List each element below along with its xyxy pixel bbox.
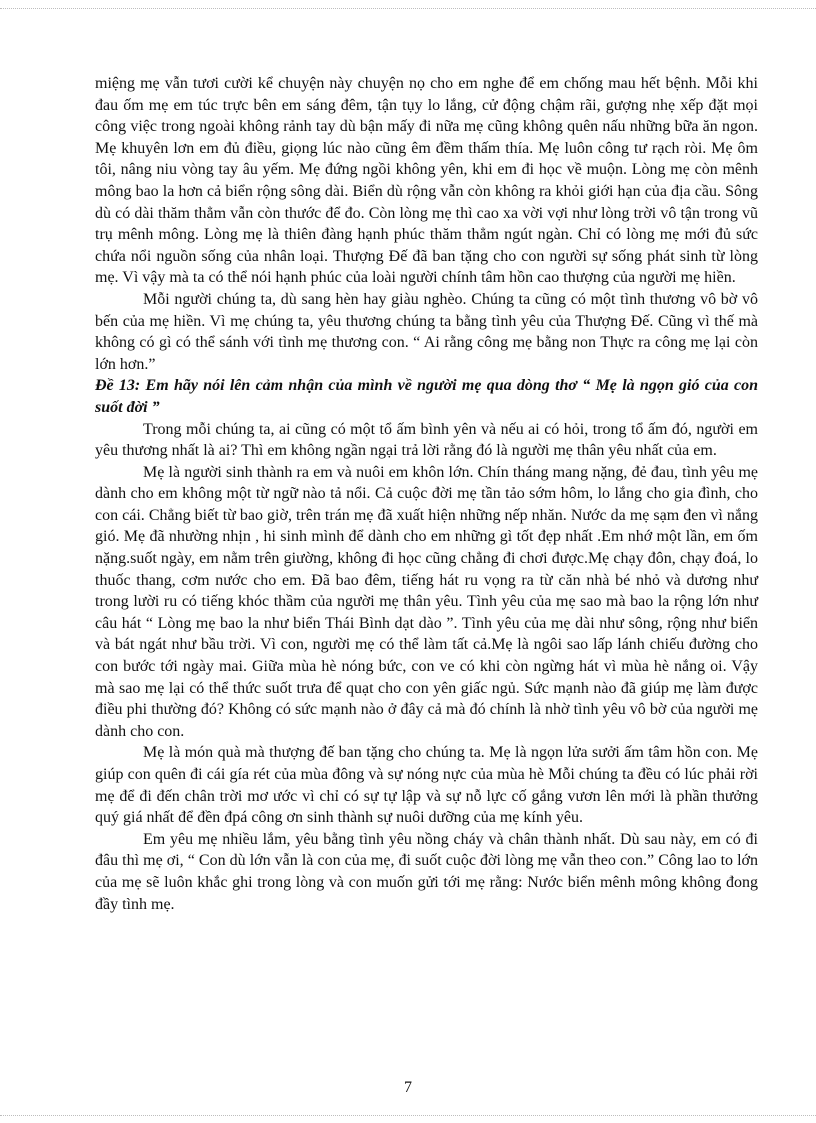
paragraph: Trong mỗi chúng ta, ai cũng có một tổ ấm bình yên và nếu ai có hỏi, trong tổ ấm đó, người em yêu thương nhất là ai? Thì em không ngần ngại trả lời rằng đó là người mẹ thân yêu nhất của em. (95, 420, 758, 460)
exercise-heading: Đề 13: Em hãy nói lên cảm nhận của mình về người mẹ qua dòng thơ “ Mẹ là ngọn gió của con suốt đời ” (95, 377, 758, 416)
paragraph: Mỗi người chúng ta, dù sang hèn hay giàu nghèo. Chúng ta cũng có một tình thương vô bờ vô bến của mẹ hiền. Vì mẹ chúng ta, yêu thương chúng ta bằng tình yêu của Thượng Đế. Cũng vì thế mà không có gì có thể sánh với tình mẹ thương con. “ Ai rằng công mẹ bằng non Thực ra công mẹ lại còn lớn hơn.” (95, 290, 758, 373)
paragraph: Mẹ là người sinh thành ra em và nuôi em khôn lớn. Chín tháng mang nặng, đẻ đau, tình yêu mẹ dành cho em không một từ ngữ nào tả nổi. Cả cuộc đời mẹ tần tảo sớm hôm, lo lắng cho gia đình, cho con cái. Chẳng biết từ bao giờ, trên trán mẹ đã xuất hiện những nếp nhăn. Nước da mẹ sạm đen vì nắng gió. Mẹ đã nhường nhịn , hi sinh mình để dành cho em những gì tốt đẹp nhất .Em nhớ một lần, em ốm nặng.suốt ngày, em nằm trên giường, không đi học cũng chẳng đi chơi được.Mẹ chạy đôn, chạy đoá, lo thuốc thang, cơm nước cho em. Đã bao đêm, tiếng hát ru vọng ra từ căn nhà bé nhỏ và dương như trong lười ru có tiếng khóc thầm của người mẹ thân yêu. Tình yêu của mẹ sao mà bao la rộng lớn như câu hát “ Lòng mẹ bao la như biển Thái Bình dạt dào ”. Tình yêu của mẹ dài như sông, rộng như biển và bát ngát như bầu trời. Vì con, người mẹ có thể làm tất cả.Mẹ là ngôi sao lấp lánh chiếu đường cho con bước tới ngày mai. Giữa mùa hè nóng bức, con ve có khi còn ngừng hát vì mùa hè nắng oi. Vậy mà sao mẹ lại có thể thức suốt trưa để quạt cho con yên giấc ngủ. Sức mạnh nào đã giúp mẹ làm được điều phi thường đó? Không có sức mạnh nào ở đây cả mà đó chính là nhờ tình yêu vô bờ của người mẹ dành cho con. (95, 463, 758, 740)
paragraph-continuation: miệng mẹ vẫn tươi cười kể chuyện này chuyện nọ cho em nghe để em chống mau hết bệnh. Mỗi khi đau ốm mẹ em túc trực bên em sáng đêm, tận tụy lo lắng, cử động chậm rãi, gượng nhẹ xếp đặt mọi công việc trong ngoài không rảnh tay dù bận mấy đi nữa mẹ cũng không quên nấu những bữa ăn ngon. Mẹ khuyên lơn em đủ điều, giọng lúc nào cũng êm đềm thấm thía. Mẹ luôn công tư rạch ròi. Mẹ ôm tôi, nâng niu vòng tay âu yếm. Mẹ đứng ngồi không yên, khi em đi học về muộn. Lòng mẹ còn mênh mông bao la hơn cả biển rộng sông dài. Biển dù rộng vẫn còn không ra khỏi giới hạn của địa cầu. Sông dù có dài thăm thẳm vẫn còn thước để đo. Còn lòng mẹ thì cao xa vời vợi như lòng trời vô tận trong vũ trụ mênh mông. Lòng mẹ là thiên đàng hạnh phúc thăm thẳm ngút ngàn. Chỉ có lòng mẹ mới đủ sức chứa nổi nguồn sống của nhân loại. Thượng Đế đã ban tặng cho con người sự sống phát sinh từ lòng mẹ. Vì vậy mà ta có thể nói hạnh phúc của loài người chính tâm hồn cao thượng của người mẹ hiền. (95, 75, 758, 287)
page-number: 7 (404, 1079, 412, 1096)
body-text (95, 73, 758, 915)
bottom-dotted-rule (0, 1115, 816, 1116)
paragraph: Mẹ là món quà mà thượng đế ban tặng cho chúng ta. Mẹ là ngọn lửa sưởi ấm tâm hồn con. Mẹ giúp con quên đi cái gía rét của mùa đông và sự nóng nực của mùa hè Mỗi chúng ta đều có lúc phải rời mẹ để đi đến chân trời mơ ước vì chỉ có sự tự lập và sự nỗ lực cố gắng vươn lên mới là phần thưởng quý giá nhất để đền đpá công ơn sinh thành sự nuôi dưỡng của mẹ kính yêu. (95, 744, 758, 827)
top-dotted-rule (0, 8, 816, 9)
paragraph: Em yêu mẹ nhiều lắm, yêu bằng tình yêu nồng cháy và chân thành nhất. Dù sau này, em có đi đâu thì mẹ ơi, “ Con dù lớn vẫn là con của mẹ, đi suốt cuộc đời lòng mẹ vẫn theo con.” Công lao to lớn của mẹ sẽ luôn khắc ghi trong lòng và con muốn gửi tới mẹ rằng: Nước biển mênh mông không đong đầy tình mẹ. (95, 830, 758, 913)
